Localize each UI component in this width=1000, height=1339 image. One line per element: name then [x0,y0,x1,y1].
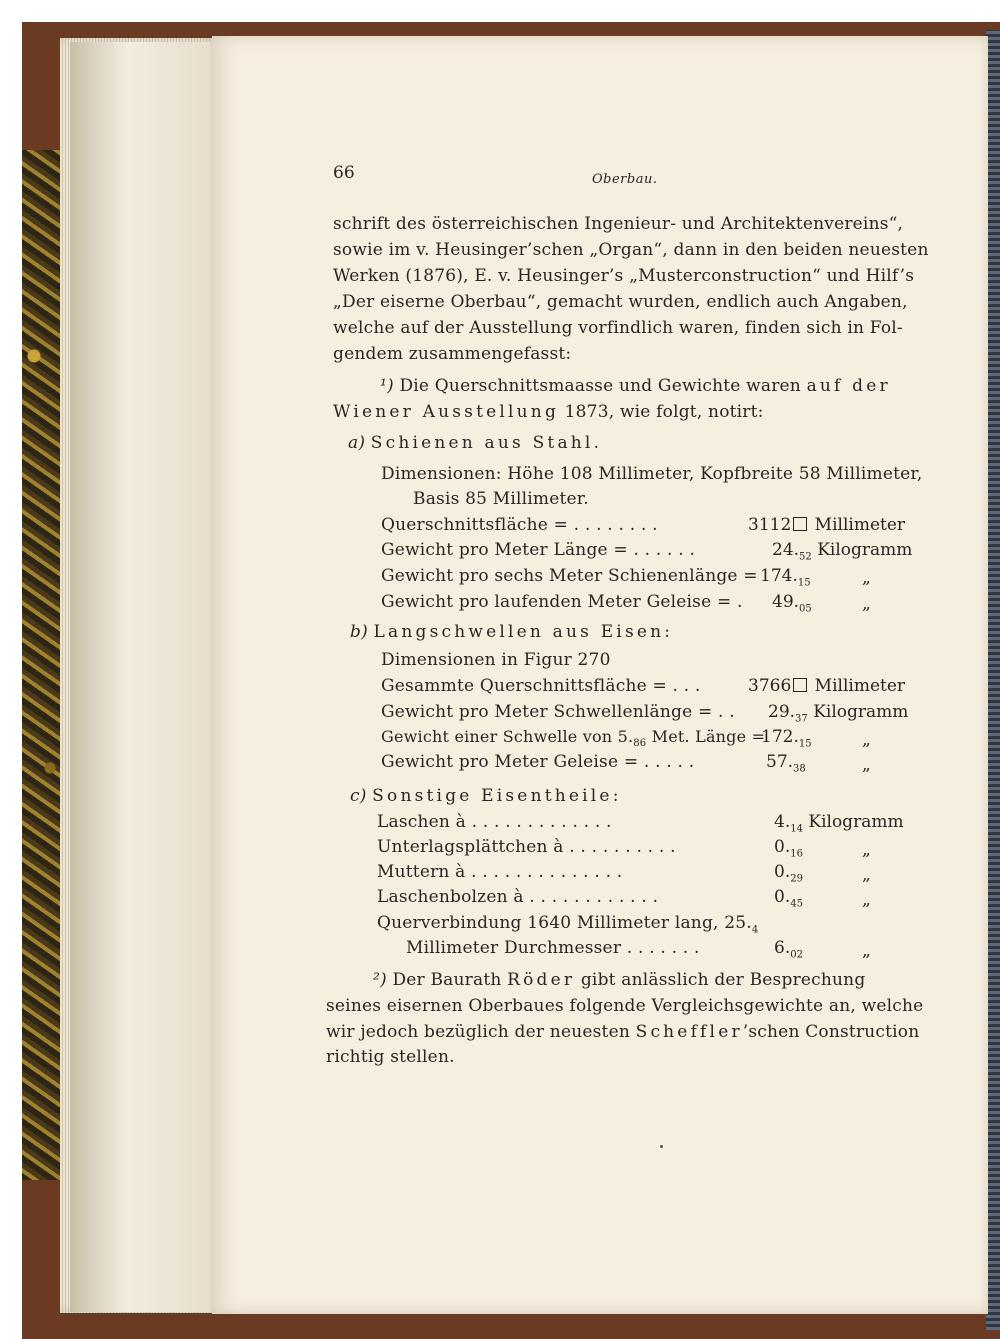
note2-text-c: wir jedoch bezüglich der neuesten [326,1022,630,1042]
value-sub: 15 [797,577,811,589]
section-b-row-label: Gewicht pro Meter Schwellenlänge = . . [381,702,735,722]
label-a: Querverbindung 1640 Millimeter lang, 25. [377,913,752,933]
value: 0. [774,887,791,907]
intro-line-1: schrift des österreichischen Ingenieur- und Architektenvereins“, [333,214,904,234]
running-head: Oberbau. [592,172,658,187]
value-sub: 02 [790,949,803,961]
ditto-mark: „ [862,941,871,961]
label-b: Met. Länge = [646,727,766,746]
value: 0. [774,837,791,857]
section-c-row-label: Laschenbolzen à . . . . . . . . . . . . [377,887,659,907]
intro-line-5: welche auf der Ausstellung vorfindlich waren, finden sich in Fol- [333,318,903,338]
section-a-row-value [772,540,912,562]
note2-text-b: gibt anlässlich der Besprechung [580,970,866,990]
unit: Kilogramm [817,540,913,560]
section-c-row-label: Unterlagsplättchen à . . . . . . . . . . [377,837,676,857]
section-c-row-value [774,862,803,884]
intro-line-2: sowie im v. Heusinger’schen „Organ“, dann in den beiden neuesten [333,240,929,260]
section-a-row-label: Gewicht pro laufenden Meter Geleise = . [381,592,743,612]
note2-line-1 [373,970,865,990]
note1-marker: ¹) [380,376,394,396]
section-a-title: Schienen aus Stahl. [370,433,603,453]
unit: Millimeter [814,676,906,696]
ditto-mark: „ [862,594,871,614]
section-b-row-value [768,702,908,724]
section-a-row-value [772,592,812,614]
section-c-row-value [774,887,803,909]
intro-line-4: „Der eiserne Oberbau“, gemacht wurden, endlich auch Angaben, [333,292,908,312]
value: 3766 [748,676,792,696]
note2-scheffler: Scheffler [635,1022,743,1042]
section-c-marker: c) [350,786,367,806]
ditto-mark: „ [862,755,871,775]
square-icon [793,678,807,692]
note1-line-1 [380,376,891,396]
label-sub: 86 [633,738,647,750]
page-number: 66 [333,163,355,183]
section-b-title: Langschwellen aus Eisen: [373,622,674,642]
note1-line-2 [333,402,764,422]
section-a-heading [348,433,602,453]
intro-line-3: Werken (1876), E. v. Heusinger’s „Musterconstruction“ und Hilf’s [333,266,915,286]
unit: Kilogramm [808,812,904,832]
page-speck [660,1145,663,1148]
value: 4. [774,812,791,832]
section-c-row-label [377,913,758,935]
section-c-heading [350,786,622,806]
section-b-row-label: Gesammte Querschnittsfläche = . . . [381,676,701,696]
ditto-mark: „ [862,865,871,885]
section-a-row-label: Querschnittsfläche = . . . . . . . . [381,515,658,535]
section-a-row-value [760,566,811,588]
cover-edge-right [986,30,1000,1330]
note2-line-3 [326,1022,919,1042]
value-sub: 45 [790,898,803,910]
note2-line-2: seines eisernen Oberbaues folgende Vergleichsgewichte an, welche [326,996,924,1016]
section-a-row-label: Gewicht pro Meter Länge = . . . . . . [381,540,696,560]
section-a-marker: a) [348,433,366,453]
note2-line-4: richtig stellen. [326,1047,455,1067]
marbled-edge [22,150,62,1180]
note2-marker: ²) [373,970,387,990]
section-b-row-label [381,727,765,749]
value-sub: 05 [799,603,812,615]
ditto-mark: „ [862,730,871,750]
section-a-dim-2: Basis 85 Millimeter. [413,489,589,509]
note1-text-b: auf der [806,376,891,396]
value: 6. [774,938,791,958]
section-b-row-value [761,727,812,749]
section-c-row-label: Laschen à . . . . . . . . . . . . . [377,812,612,832]
section-b-marker: b) [350,622,368,642]
value-sub: 14 [790,823,803,835]
note2-roeder: Röder [507,970,576,990]
value-sub: 15 [798,738,812,750]
value: 24. [772,540,800,560]
section-a-dim-1: Dimensionen: Höhe 108 Millimeter, Kopfbreite 58 Millimeter, [381,464,923,484]
ditto-mark: „ [862,890,871,910]
section-c-row-label: Muttern à . . . . . . . . . . . . . . [377,862,623,882]
section-b-row-value [766,752,806,774]
value-sub: 52 [799,551,812,563]
label-sub: 4 [751,924,759,936]
section-c-row-value [774,812,904,834]
value: 174. [760,566,798,586]
note1-text-rest: 1873, wie folgt, notirt: [564,402,764,422]
note1-text-a: Die Querschnittsmaasse und Gewichte waren [399,376,801,396]
section-c-row-value [774,938,803,960]
section-c-row-value [774,837,803,859]
ditto-mark: „ [862,840,871,860]
intro-line-6: gendem zusammengefasst: [333,344,572,364]
section-b-heading [350,622,673,642]
value-sub: 16 [790,848,803,860]
section-a-row-value [748,515,905,535]
unit: Kilogramm [813,702,909,722]
value: 29. [768,702,796,722]
section-a-row-label: Gewicht pro sechs Meter Schienenlänge = [381,566,758,586]
note2-text-a: Der Baurath [392,970,502,990]
value: 3112 [748,515,792,535]
value: 172. [761,727,799,747]
value: 57. [766,752,794,772]
section-b-row-value [748,676,905,696]
value-sub: 29 [790,873,803,885]
ditto-mark: „ [862,568,871,588]
section-c-title: Sonstige Eisentheile: [372,786,622,806]
label-a: Gewicht einer Schwelle von 5. [381,727,634,746]
square-icon [793,517,807,531]
value-sub: 37 [795,713,808,725]
section-c-row-label: Millimeter Durchmesser . . . . . . . [406,938,700,958]
value: 0. [774,862,791,882]
unit: Millimeter [814,515,906,535]
section-b-row-label: Gewicht pro Meter Geleise = . . . . . [381,752,695,772]
section-b-dim: Dimensionen in Figur 270 [381,650,611,670]
note1-wiener-ausstellung: Wiener Ausstellung [333,402,560,422]
value: 49. [772,592,800,612]
page-stack-front [70,42,210,1312]
value-sub: 38 [793,763,806,775]
note2-text-d: ’schen Construction [742,1022,920,1042]
